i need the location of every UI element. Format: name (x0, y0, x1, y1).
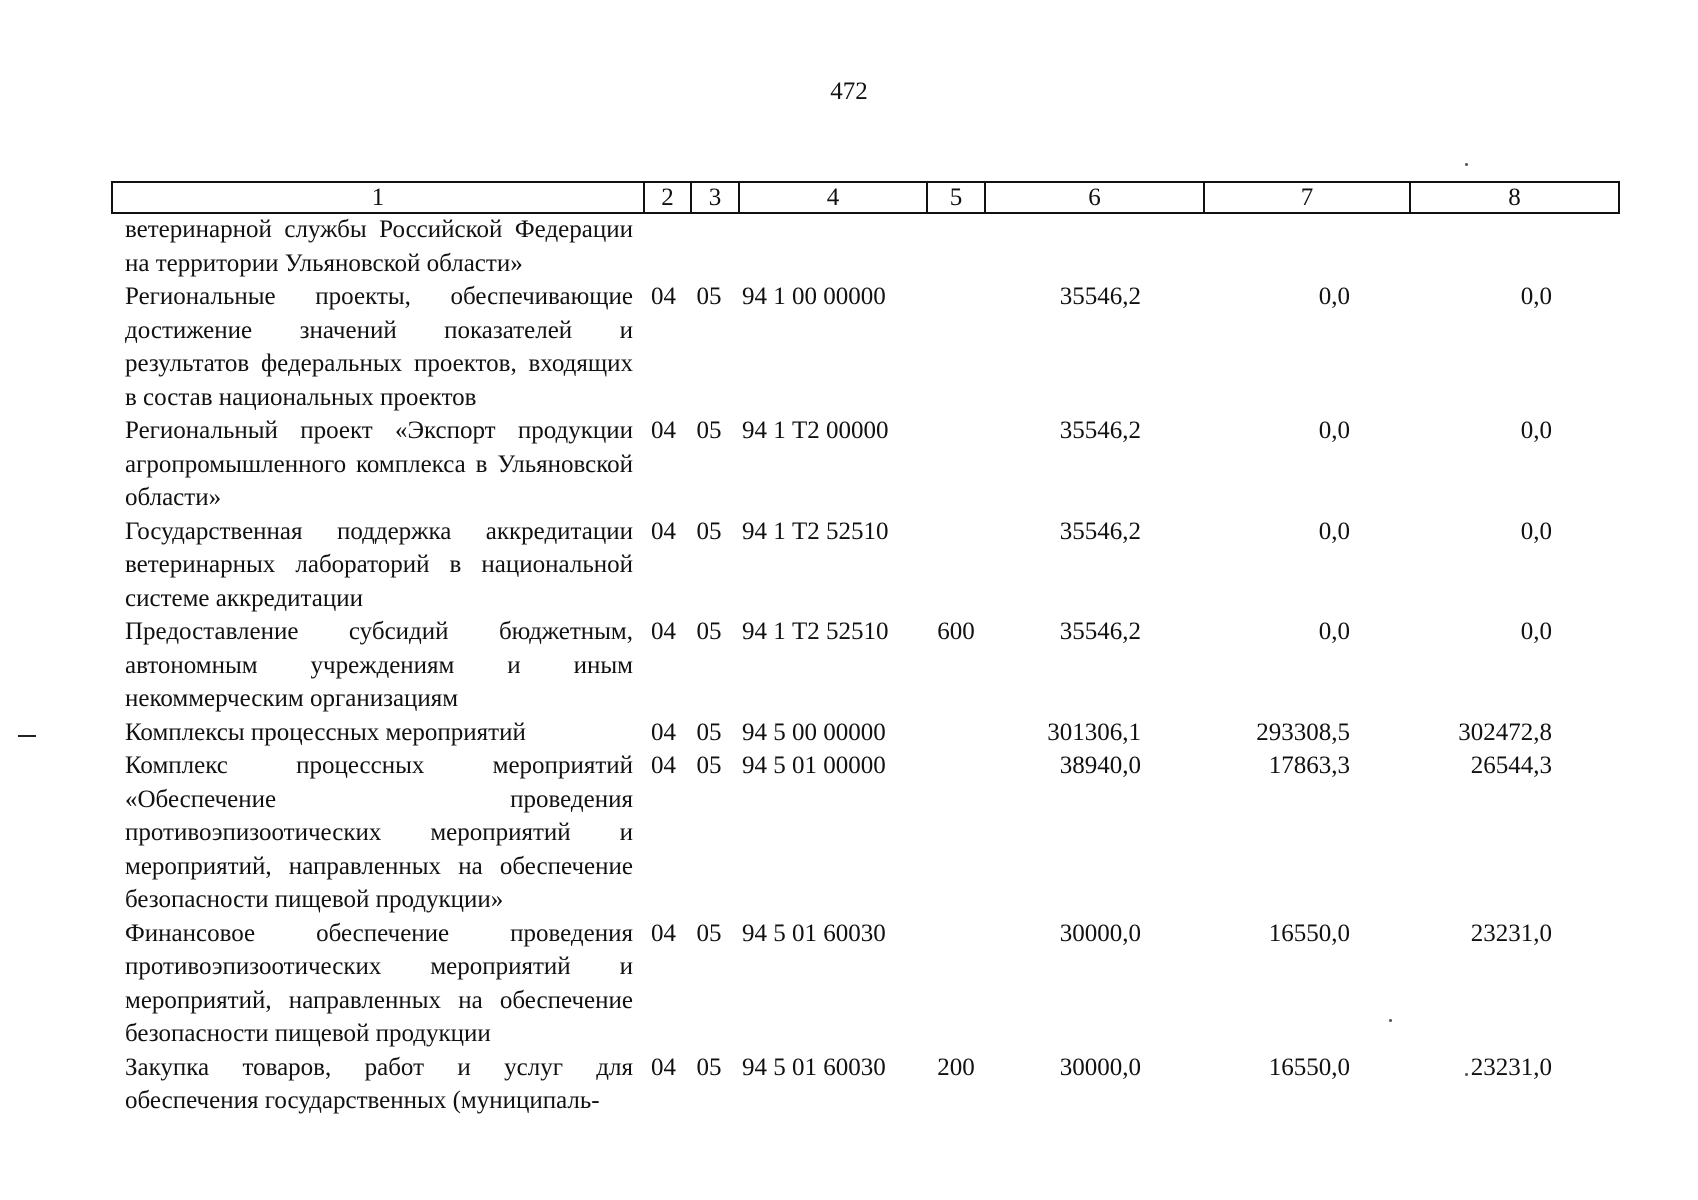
table-body (111, 213, 1612, 1118)
table-row (111, 280, 1612, 414)
cell-section: 04 (651, 752, 676, 779)
cell-target-article: 94 5 01 60030 (742, 1053, 886, 1081)
row-description: Государственная поддержка аккредитации ветеринарных лабораторий в национальной системе аккредитации (125, 517, 633, 612)
cell-amount-year-2: 0,0 (1318, 283, 1350, 310)
row-description: Предоставление субсидий бюджетным, автономным учреждениям и иным некоммерческим организациям (125, 618, 633, 712)
table-row (111, 716, 1612, 750)
table-row (111, 213, 1612, 280)
cell-section: 04 (651, 417, 676, 444)
cell-section: 04 (651, 1053, 676, 1081)
cell-expense-type (928, 414, 984, 515)
cell-amount-year-3: 26544,3 (1470, 752, 1552, 779)
cell-amount-year-2 (1201, 213, 1405, 280)
row-description: Закупка товаров, работ и услуг для обеспечения государственных (муниципаль- (125, 1053, 633, 1114)
header-col-8: 8 (1410, 182, 1619, 213)
cell-expense-type (928, 280, 984, 414)
cell-target-article: 94 1 Т2 52510 (742, 618, 889, 645)
header-col-1: 1 (112, 182, 644, 213)
cell-amount-year-1: 35546,2 (1059, 283, 1141, 310)
cell-target-article (732, 213, 928, 280)
cell-amount-year-3: 0,0 (1520, 517, 1552, 545)
cell-amount-year-2: 0,0 (1318, 417, 1350, 444)
cell-amount-year-2: 0,0 (1318, 517, 1350, 545)
cell-target-article: 94 5 00 00000 (742, 718, 886, 746)
cell-amount-year-1: 30000,0 (1059, 919, 1141, 947)
cell-subsection: 05 (696, 517, 722, 545)
table-row (111, 917, 1612, 1051)
cell-target-article: 94 1 00 00000 (742, 283, 886, 310)
cell-amount-year-2: 16550,0 (1268, 1053, 1350, 1081)
cell-expense-type: 600 (937, 618, 975, 645)
cell-amount-year-1: 35546,2 (1059, 618, 1141, 645)
cell-amount-year-2: 17863,3 (1268, 752, 1350, 779)
cell-amount-year-1: 35546,2 (1059, 517, 1141, 545)
row-description: Комплексы процессных мероприятий (125, 718, 526, 746)
row-description: Финансовое обеспечение проведения противоэпизоотических мероприятий и мероприятий, направленных на обеспечение безопасности пищевой продукции (125, 919, 633, 1047)
cell-amount-year-1 (984, 213, 1201, 280)
cell-expense-type (928, 749, 984, 917)
header-row (112, 182, 1619, 213)
cell-subsection: 05 (696, 618, 722, 645)
cell-amount-year-1: 35546,2 (1059, 417, 1141, 444)
cell-expense-type (928, 917, 984, 1051)
cell-amount-year-2: 0,0 (1318, 618, 1350, 645)
table-row (111, 414, 1612, 515)
header-col-7: 7 (1204, 182, 1410, 213)
cell-amount-year-3 (1405, 213, 1612, 280)
cell-amount-year-2: 16550,0 (1268, 919, 1350, 947)
table-row (111, 1051, 1612, 1118)
cell-amount-year-3: 0,0 (1520, 618, 1552, 645)
cell-amount-year-3: 0,0 (1520, 417, 1552, 444)
cell-expense-type (928, 716, 984, 750)
header-col-3: 3 (691, 182, 739, 213)
cell-subsection (686, 213, 732, 280)
cell-amount-year-1: 30000,0 (1059, 1053, 1141, 1081)
table-row (111, 515, 1612, 616)
cell-subsection: 05 (696, 752, 722, 779)
table-row (111, 749, 1612, 917)
scan-speck (1465, 163, 1468, 166)
cell-amount-year-2: 293308,5 (1256, 718, 1350, 746)
cell-subsection: 05 (696, 919, 722, 947)
table-row (111, 615, 1612, 716)
cell-target-article: 94 1 Т2 52510 (742, 517, 889, 545)
cell-amount-year-1: 301306,1 (1047, 718, 1141, 746)
cell-amount-year-3: 302472,8 (1458, 718, 1552, 746)
page-number: 472 (830, 78, 868, 105)
budget-table (111, 213, 1612, 1118)
cell-amount-year-3: 23231,0 (1470, 1053, 1552, 1081)
row-description: Региональные проекты, обеспечивающие достижение значений показателей и результатов федеральных проектов, входящих в состав национальных проектов (125, 283, 633, 411)
header-col-5: 5 (927, 182, 985, 213)
cell-subsection: 05 (696, 283, 722, 310)
header-col-2: 2 (644, 182, 691, 213)
cell-amount-year-3: 23231,0 (1470, 919, 1552, 947)
cell-section: 04 (651, 618, 676, 645)
cell-section: 04 (651, 283, 676, 310)
cell-target-article: 94 1 Т2 00000 (742, 417, 889, 444)
cell-target-article: 94 5 01 60030 (742, 919, 886, 947)
cell-expense-type (928, 213, 984, 280)
cell-section: 04 (651, 718, 676, 746)
header-col-4: 4 (739, 182, 927, 213)
cell-expense-type (928, 515, 984, 616)
cell-subsection: 05 (696, 417, 722, 444)
cell-amount-year-3: 0,0 (1520, 283, 1552, 310)
cell-subsection: 05 (696, 1053, 722, 1081)
scan-speck (1465, 1073, 1468, 1076)
cell-expense-type: 200 (937, 1053, 975, 1081)
cell-section (641, 213, 686, 280)
cell-section: 04 (651, 517, 676, 545)
cell-section: 04 (651, 919, 676, 947)
row-description: ветеринарной службы Российской Федерации на территории Ульяновской области» (125, 216, 633, 277)
margin-dash (18, 735, 36, 737)
header-col-6: 6 (985, 182, 1204, 213)
column-header-table (111, 181, 1620, 214)
row-description: Региональный проект «Экспорт продукции агропромышленного комплекса в Ульяновской области» (125, 417, 633, 511)
cell-target-article: 94 5 01 00000 (742, 752, 886, 779)
cell-amount-year-1: 38940,0 (1059, 752, 1141, 779)
scan-speck (1389, 1019, 1392, 1022)
row-description: Комплекс процессных мероприятий «Обеспечение проведения противоэпизоотических мероприятий и мероприятий, направленных на обеспечение безопасности пищевой продукции» (125, 752, 633, 913)
cell-subsection: 05 (696, 718, 722, 746)
